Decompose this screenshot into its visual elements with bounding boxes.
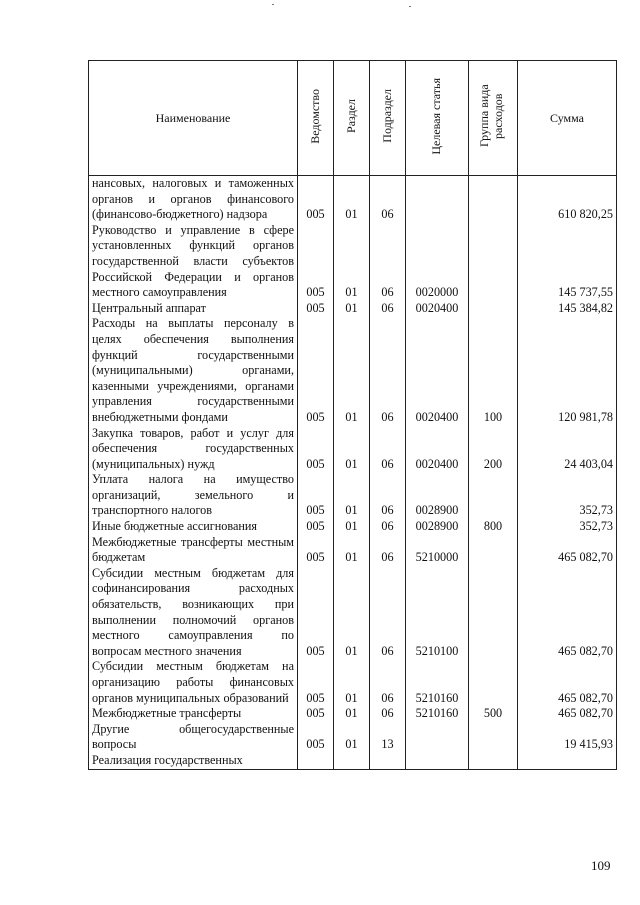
table-row [89,535,617,566]
row-section: 01 [334,535,370,566]
row-name: Иные бюджетные ассигнования [89,519,298,535]
row-amount: 610 820,25 [518,176,617,223]
row-section: 01 [334,301,370,317]
row-name: Субсидии местным бюджетам на организацию работы финансовых органов муниципальных образований [89,659,298,706]
row-name: нансовых, налоговых и таможенных органов и органов финансового (финансово-бюджетного) надзора [89,176,298,223]
row-target: 0020400 [406,301,469,317]
row-target [406,176,469,223]
row-amount: 145 384,82 [518,301,617,317]
row-name: Субсидии местным бюджетам для софинансирования расходных обязательств, возникающих при выполнении полномочий органов местного самоуправления по вопросам местного значения [89,566,298,660]
scan-speck [272,4,274,5]
header-dept: Ведомство [298,61,334,176]
row-subsection: 06 [370,176,406,223]
row-section: 01 [334,316,370,425]
row-amount: 465 082,70 [518,659,617,706]
table-row [89,301,617,317]
row-amount: 465 082,70 [518,535,617,566]
row-target [406,722,469,753]
budget-table [88,60,617,770]
row-dept [298,753,334,769]
table-row [89,566,617,660]
row-dept: 005 [298,426,334,473]
row-section: 01 [334,223,370,301]
row-section: 01 [334,176,370,223]
table-row [89,316,617,425]
row-target: 5210160 [406,706,469,722]
row-target: 0028900 [406,519,469,535]
row-group [469,301,518,317]
row-group: 500 [469,706,518,722]
row-name: Расходы на выплаты персоналу в целях обеспечения выполнения функций государственными (муниципальными) органами, казенными учреждениями, органами управления государственными внебюджетными фондами [89,316,298,425]
row-amount: 145 737,55 [518,223,617,301]
header-expense-group: Группа вида расходов [469,61,518,176]
row-amount: 465 082,70 [518,706,617,722]
row-dept: 005 [298,316,334,425]
row-group: 100 [469,316,518,425]
row-dept: 005 [298,659,334,706]
row-subsection: 13 [370,722,406,753]
row-section [334,753,370,769]
row-section: 01 [334,472,370,519]
row-subsection: 06 [370,301,406,317]
table-row [89,753,617,769]
row-dept: 005 [298,566,334,660]
row-subsection: 06 [370,472,406,519]
row-name: Реализация государственных [89,753,298,769]
row-group [469,722,518,753]
row-amount: 352,73 [518,472,617,519]
row-subsection: 06 [370,706,406,722]
row-dept: 005 [298,706,334,722]
scan-speck [409,6,411,7]
row-name: Межбюджетные трансферты [89,706,298,722]
row-section: 01 [334,426,370,473]
row-amount: 465 082,70 [518,566,617,660]
row-section: 01 [334,706,370,722]
page-number: 109 [591,858,611,873]
row-amount: 24 403,04 [518,426,617,473]
table-row [89,426,617,473]
table-row [89,176,617,223]
row-subsection [370,753,406,769]
row-group: 800 [469,519,518,535]
table-row [89,519,617,535]
row-dept: 005 [298,519,334,535]
row-dept: 005 [298,223,334,301]
row-name: Межбюджетные трансферты местным бюджетам [89,535,298,566]
row-name: Центральный аппарат [89,301,298,317]
row-dept: 005 [298,301,334,317]
row-section: 01 [334,722,370,753]
header-amount: Сумма [518,61,617,176]
row-target [406,753,469,769]
row-name: Руководство и управление в сфере установленных функций органов государственной власти субъектов Российской Федерации и органов местного самоуправления [89,223,298,301]
row-subsection: 06 [370,535,406,566]
row-target: 0028900 [406,472,469,519]
row-subsection: 06 [370,223,406,301]
row-group [469,753,518,769]
row-amount: 352,73 [518,519,617,535]
row-group: 200 [469,426,518,473]
row-target: 5210160 [406,659,469,706]
row-target: 0020000 [406,223,469,301]
table-row [89,472,617,519]
row-group [469,223,518,301]
row-dept: 005 [298,722,334,753]
table-row [89,722,617,753]
row-dept: 005 [298,535,334,566]
row-group [469,472,518,519]
header-subsection: Подраздел [370,61,406,176]
row-target: 0020400 [406,426,469,473]
table-row [89,706,617,722]
header-section: Раздел [334,61,370,176]
row-target: 0020400 [406,316,469,425]
row-dept: 005 [298,472,334,519]
row-subsection: 06 [370,316,406,425]
row-dept: 005 [298,176,334,223]
row-group [469,659,518,706]
table-row [89,659,617,706]
row-subsection: 06 [370,659,406,706]
row-name: Уплата налога на имущество организаций, земельного и транспортного налогов [89,472,298,519]
row-name: Закупка товаров, работ и услуг для обеспечения государственных (муниципальных) нужд [89,426,298,473]
row-amount [518,753,617,769]
row-section: 01 [334,659,370,706]
row-group [469,566,518,660]
row-subsection: 06 [370,519,406,535]
row-amount: 19 415,93 [518,722,617,753]
row-group [469,535,518,566]
row-subsection: 06 [370,566,406,660]
row-subsection: 06 [370,426,406,473]
row-section: 01 [334,566,370,660]
table-header-row [89,61,617,176]
row-amount: 120 981,78 [518,316,617,425]
row-section: 01 [334,519,370,535]
row-target: 5210100 [406,566,469,660]
header-target: Целевая статья [406,61,469,176]
row-name: Другие общегосударственные вопросы [89,722,298,753]
row-target: 5210000 [406,535,469,566]
header-name: Наименование [89,61,298,176]
row-group [469,176,518,223]
table-row [89,223,617,301]
